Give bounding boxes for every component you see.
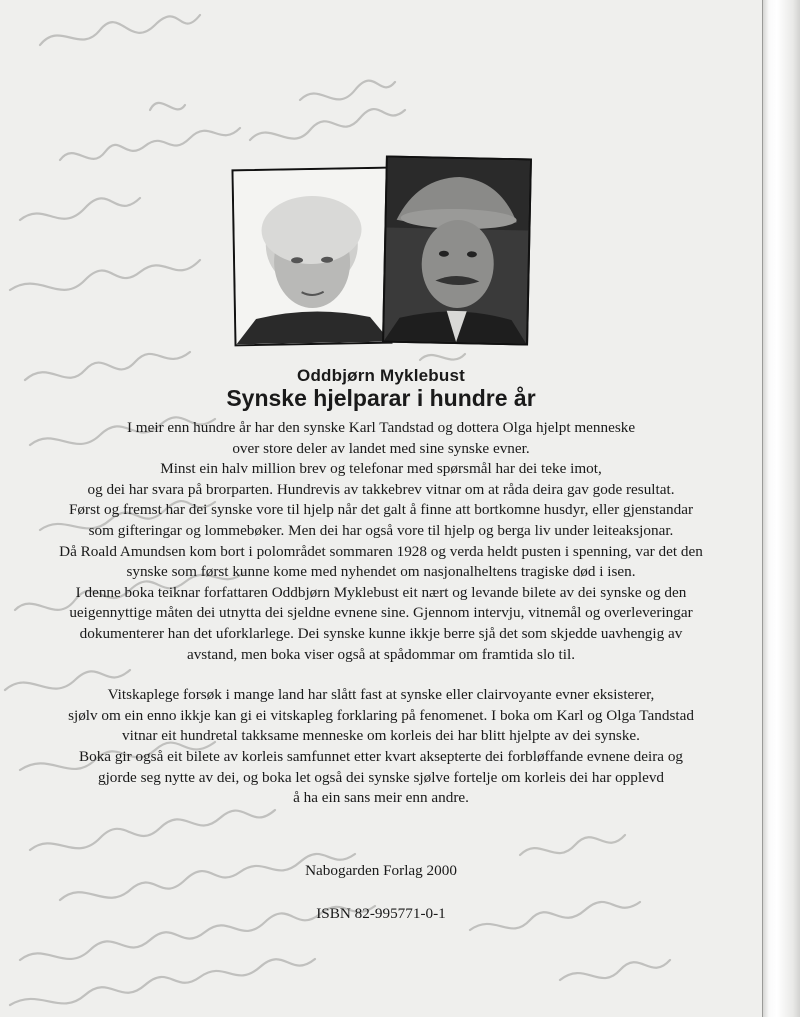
blurb-paragraph-1 — [40, 418, 722, 665]
portrait-woman-photo — [231, 167, 392, 347]
text-line: vitnar eit hundretal takksame menneske om korleis dei har blitt hjelpte av dei synske. — [122, 727, 640, 745]
text-line: som gifteringar og lommebøker. Men dei har også vore til hjelp og berga liv under leiteaksjonar. — [88, 521, 674, 539]
text-line: gjorde seg nytte av dei, og boka let også dei synske sjølve fortelje om korleis dei har opplevd — [97, 768, 665, 786]
blurb-paragraph-2 — [40, 685, 722, 809]
portrait-woman-image — [234, 169, 391, 345]
text-line: og dei har svara på brorparten. Hundrevis av takkebrev vitnar om at råda deira gav gode resultat. — [87, 480, 675, 498]
text-line: dokumenterer han det uforklarlege. Dei synske kunne ikkje berre sjå det som skjedde uavhengig av — [79, 624, 683, 642]
text-line: Vitskaplege forsøk i mange land har slått fast at synske eller clairvoyante evner eksisterer, — [107, 686, 655, 704]
text-line: Minst ein halv million brev og telefonar med spørsmål har dei teke imot, — [160, 460, 602, 478]
text-line: I denne boka teiknar forfattaren Oddbjørn Myklebust eit nært og levande bilete av dei synske og den — [75, 583, 687, 601]
author-name: Oddbjørn Myklebust — [297, 366, 465, 385]
text-line: synske som først kunne kome med nyhendet om nasjonalheltens tragiske død i isen. — [126, 563, 636, 581]
text-line: sjølv om ein enno ikkje kan gi ei vitskapleg forklaring på fenomenet. I boka om Karl og Olga Tandstad — [68, 706, 694, 724]
publisher-line: Nabogarden Forlag 2000 — [305, 862, 457, 879]
text-line: over store deler av landet med sine synske evner. — [232, 439, 530, 457]
blurb — [40, 418, 722, 809]
book-title: Synske hjelparar i hundre år — [226, 385, 536, 411]
text-line: å ha ein sans meir enn andre. — [293, 789, 469, 807]
text-line: I meir enn hundre år har den synske Karl Tandstad og dottera Olga hjelpt menneske — [126, 419, 636, 436]
portrait-man-image — [384, 158, 530, 344]
book-spine-edge — [762, 0, 800, 1017]
portrait-man-photo — [382, 155, 532, 345]
text-line: avstand, men boka viser også at spådommar om framtida slo til. — [186, 645, 576, 663]
isbn-line: ISBN 82-995771-0-1 — [316, 905, 446, 922]
text-line: Først og fremst har dei synske vore til hjelp når det galt å finne att bortkomne husdyr, eller gjenstandar — [68, 501, 694, 519]
text-line: Då Roald Amundsen kom bort i polområdet sommaren 1928 og verda heldt pusten i spenning, var det den — [59, 542, 703, 560]
text-line: ueigennyttige måten dei utnytta dei sjeldne evnene sine. Gjennom intervju, vitnemål og overleveringar — [69, 604, 693, 622]
text-line: Boka gir også eit bilete av korleis samfunnet etter kvart aksepterte dei forbløffande evnene deira og — [78, 747, 684, 765]
